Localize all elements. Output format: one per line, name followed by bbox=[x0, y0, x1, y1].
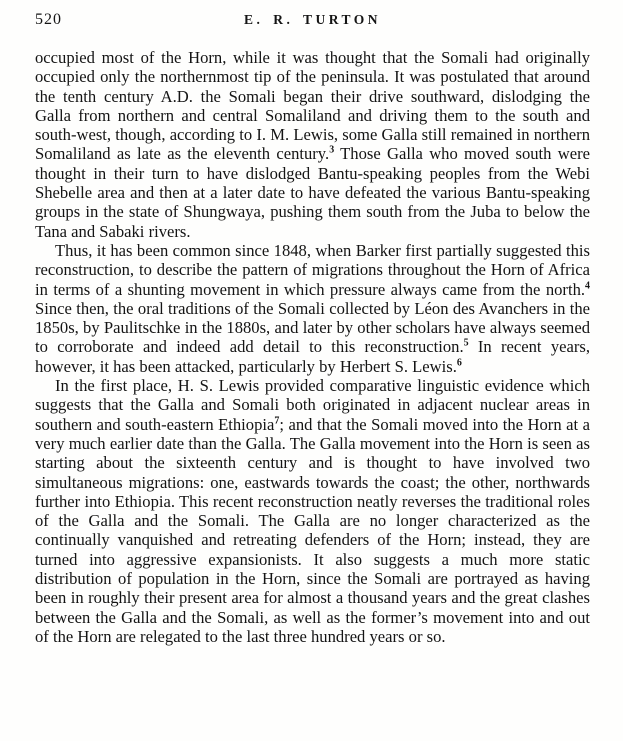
footnote-ref: 6 bbox=[456, 357, 462, 369]
paragraph: occupied most of the Horn, while it was thought that the Somali had originally occupied only the northernmost tip of the peninsula. It was postulated that around the tenth century A.D. the Somali began their drive southward, dislodging the Galla from northern and central Somaliland and driving them to the south and south-west, though, according to I. M. Lewis, some Galla still remained in northern Somaliland as late as the eleventh century.$^3$ Those Galla who moved south were thought in their turn to have dislodged Bantu-speaking peoples from the Webi Shebelle area and then at a later date to have defeated the various Bantu-speaking groups in the state of Shungwaya, pushing them south from the Juba to below the Tana and Sabaki rivers. bbox=[35, 48, 590, 241]
paragraph: In the first place, H. S. Lewis provided comparative linguistic evidence which suggests that the Galla and Somali both originated in adjacent nuclear areas in southern and south-eastern Ethiopia$^7$; and that the Somali moved into the Horn at a very much earlier date than the Galla. The Galla movement into the Horn is seen as starting about the sixteenth century and is thought to have involved two simultaneous migrations: one, eastwards towards the coast; the other, northwards further into Ethiopia. This recent reconstruction neatly reverses the traditional roles of the Galla and the Somali. The Galla are no longer characterized as the continually vanquished and retreating defenders of the Horn; instead, they are turned into aggressive expansionists. It also suggests a much more static distribution of population in the Horn, since the Somali are portrayed as having been in roughly their present area for almost a thousand years and the great clashes between the Galla and the Somali, as well as the former’s movement into and out of the Horn are relegated to the last three hundred years or so. bbox=[35, 376, 591, 646]
footnote-ref: 3 bbox=[329, 144, 335, 156]
footnote-ref: 4 bbox=[585, 280, 590, 292]
running-head: E. R. TURTON bbox=[243, 12, 382, 27]
body-text bbox=[35, 48, 590, 646]
page-number: 520 bbox=[35, 11, 62, 28]
footnote-ref: 7 bbox=[274, 415, 280, 427]
paragraph: Thus, it has been common since 1848, when Barker first partially suggested this reconstruction, to describe the pattern of migrations throughout the Horn of Africa in terms of a shunting movement in which pressure always came from the north.$^4$ Since then, the oral traditions of the Somali collected by Léon des Avanchers in the 1850s, by Paulitschke in the 1880s, and later by other scholars have always seemed to corroborate and indeed add detail to this reconstruction.$^5$ In recent years, however, it has been attacked, particularly by Herbert S. Lewis.$^6$ bbox=[35, 240, 590, 376]
page-header bbox=[35, 11, 590, 31]
footnote-ref: 5 bbox=[463, 337, 469, 349]
